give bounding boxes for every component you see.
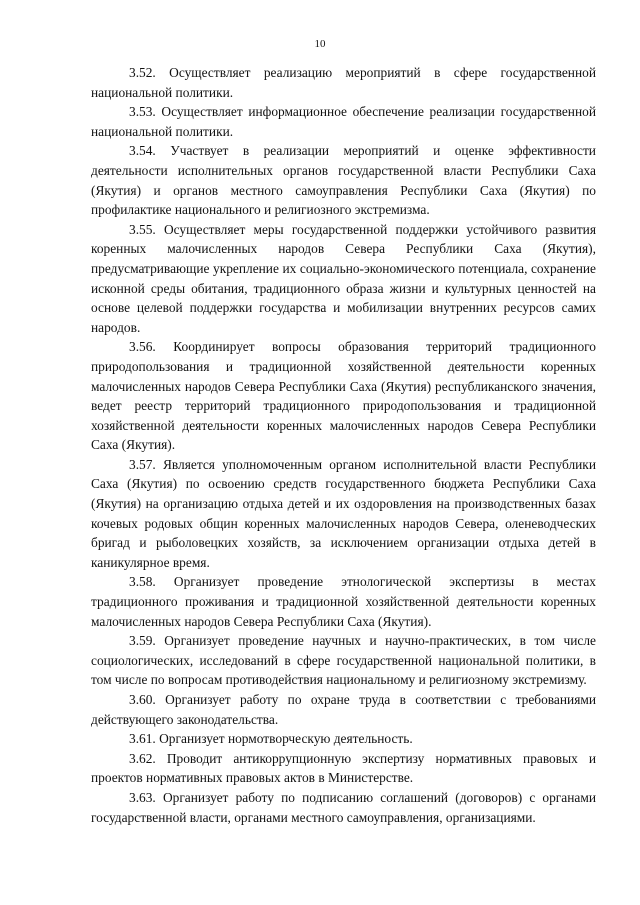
paragraph-number: 3.59. <box>129 633 156 649</box>
paragraph-3-62 <box>91 749 596 788</box>
paragraph-3-52 <box>91 63 596 102</box>
paragraph-text: Участвует в реализации мероприятий и оценке эффективности деятельности исполнительных органов государственной власти Республики Саха (Якутия) и органов местного самоуправления Республики Саха (Якутия) по профилактике национального и религиозного экстремизма. <box>91 143 596 218</box>
paragraph-3-58 <box>91 572 596 631</box>
paragraph-3-54 <box>91 141 596 219</box>
paragraph-text: Является уполномоченным органом исполнительной власти Республики Саха (Якутия) по освоению средств государственного бюджета Республики Саха (Якутия) на организацию отдыха детей и их оздоровления на производственных базах кочевых родовых общин коренных малочисленных народов Севера, оленеводческих бригад и рыболовецких хозяйств, за исключением организации отдыха детей в каникулярное время. <box>91 456 596 570</box>
paragraph-3-55 <box>91 220 596 338</box>
paragraph-text: Организует работу по охране труда в соответствии с требованиями действующего законодательства. <box>91 692 596 727</box>
document-body <box>91 63 596 827</box>
paragraph-number: 3.62. <box>129 750 156 766</box>
paragraph-3-53 <box>91 102 596 141</box>
paragraph-3-59 <box>91 631 596 690</box>
paragraph-text: Организует нормотворческую деятельность. <box>159 731 413 747</box>
paragraph-number: 3.53. <box>129 104 156 120</box>
paragraph-number: 3.56. <box>129 339 156 355</box>
paragraph-text: Осуществляет меры государственной поддержки устойчивого развития коренных малочисленных народов Севера Республики Саха (Якутия), предусматривающие укрепление их социально-экономического потенциала, сохранение исконной среды обитания, традиционного образа жизни и культурных ценностей на основе целевой поддержки государства и мобилизации внутренних ресурсов самих народов. <box>91 221 596 335</box>
paragraph-number: 3.63. <box>129 789 156 805</box>
paragraph-3-57 <box>91 455 596 573</box>
paragraph-text: Проводит антикоррупционную экспертизу нормативных правовых и проектов нормативных правовых актов в Министерстве. <box>91 750 596 786</box>
paragraph-number: 3.60. <box>129 692 156 707</box>
paragraph-3-63 <box>91 788 596 827</box>
paragraph-text: Организует проведение этнологической экспертизы в местах традиционного проживания и традиционной хозяйственной деятельности коренных малочисленных народов Севера Республики Саха (Якутия). <box>91 574 596 629</box>
paragraph-number: 3.54. <box>129 143 156 159</box>
paragraph-text: Организует проведение научных и научно-практических, в том числе социологических, исследований в сфере государственной национальной политики, в том числе по вопросам противодействия национальному и религиозному экстремизму. <box>91 633 596 688</box>
paragraph-number: 3.57. <box>129 456 156 472</box>
paragraph-3-60 <box>91 690 596 729</box>
paragraph-number: 3.58. <box>129 574 156 590</box>
paragraph-number: 3.55. <box>129 221 156 237</box>
paragraph-number: 3.52. <box>129 65 156 80</box>
paragraph-number: 3.61. <box>129 731 156 747</box>
paragraph-text: Организует работу по подписанию соглашений (договоров) с органами государственной власти, органами местного самоуправления, организациями. <box>91 789 596 825</box>
paragraph-3-56 <box>91 337 596 455</box>
paragraph-3-61 <box>91 729 596 749</box>
paragraph-text: Осуществляет информационное обеспечение реализации государственной национальной политики. <box>91 104 596 139</box>
paragraph-text: Осуществляет реализацию мероприятий в сфере государственной национальной политики. <box>91 65 596 100</box>
page-number: 10 <box>314 38 326 50</box>
paragraph-text: Координирует вопросы образования территорий традиционного природопользования и традиционной хозяйственной деятельности коренных малочисленных народов Севера Республики Саха (Якутия) республиканского значения, ведет реестр территорий традиционного природопользования и традиционной хозяйственной деятельности коренных малочисленных народов Севера Республики Саха (Якутия). <box>91 339 596 453</box>
